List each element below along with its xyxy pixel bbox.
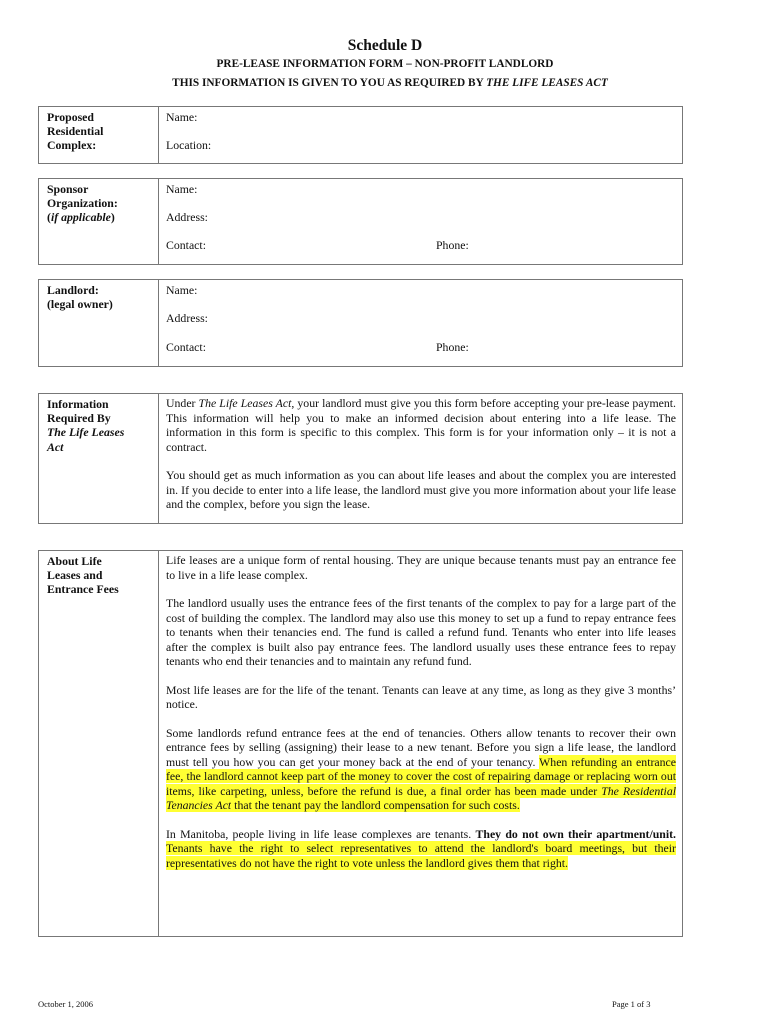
act-notice-prefix: THIS INFORMATION IS GIVEN TO YOU AS REQUIRED BY (172, 77, 487, 89)
sponsor-name-field[interactable]: Name: (166, 182, 198, 196)
about-paragraph: Life leases are a unique form of rental housing. They are unique because tenants must pay an entrance fee to live in a life lease complex. (166, 553, 676, 582)
sponsor-fields (160, 179, 682, 264)
act-notice-act: THE LIFE LEASES ACT (486, 77, 608, 89)
landlord-label-line: Landlord: (47, 283, 99, 297)
complex-label-line: Residential (47, 124, 104, 139)
highlighted-text: When refunding an entrance fee, the landlord cannot keep part of the money to cover the cost of repairing damage or replacing worn out items, like carpeting, unless, before the refund is due, a final order has been made under (166, 754, 677, 798)
info-act-name: The Life Leases Act (198, 396, 292, 410)
info-content (160, 394, 682, 523)
info-paragraph: You should get as much information as you can about life leases and about the complex you are interested in. If you decide to enter into a life lease, the landlord must give you more information about your life lease and the complex, before you sign the lease. (166, 468, 676, 511)
landlord-contact-field[interactable]: Contact: (166, 340, 206, 354)
info-label-line: Information (47, 397, 109, 411)
complex-location-field[interactable]: Location: (166, 138, 212, 152)
footer-page-number: Page 1 of 3 (612, 999, 651, 1009)
complex-name-field[interactable]: Name: (166, 110, 198, 124)
highlighted-text: that the tenant pay the landlord compensation for such costs. (231, 798, 520, 812)
sponsor-address-field[interactable]: Address: (166, 210, 208, 224)
landlord-address-field[interactable]: Address: (166, 311, 208, 325)
info-label (39, 394, 159, 523)
complex-label-line: Complex: (47, 138, 97, 153)
about-label-line: Entrance Fees (47, 582, 119, 597)
sponsor-label-line: (if applicable) (47, 210, 115, 225)
landlord-name-field[interactable]: Name: (166, 283, 198, 297)
about-paragraph: The landlord usually uses the entrance fees of the first tenants of the complex to pay for a large part of the cost of building the complex. The landlord may also use this money to set up a fund to repay entrance fees to tenants when their tenancies end. The fund is called a refund fund. Tenants who enter into life leases after the complex is built also pay entrance fees. The landlord usually uses these entrance fees to repay tenants who end their tenancies and to maintain any refund fund. (166, 596, 676, 668)
landlord-label-line: (legal owner) (47, 297, 113, 312)
complex-label-line: Proposed (47, 110, 94, 124)
info-label-line: Act (47, 439, 64, 454)
page-title: Schedule D (347, 37, 423, 54)
form-subtitle: PRE-LEASE INFORMATION FORM – NON-PROFIT LANDLORD (216, 58, 554, 70)
info-label-line: The Life Leases (47, 425, 125, 440)
about-paragraph: Most life leases are for the life of the tenant. Tenants can leave at any time, as long as they give 3 months’ notice. (166, 682, 676, 711)
landlord-fields (160, 280, 682, 366)
about-label-line: Leases and (47, 568, 103, 583)
about-section (38, 550, 683, 937)
footer-date: October 1, 2006 (38, 999, 94, 1009)
sponsor-label-line: Sponsor (47, 182, 89, 196)
sponsor-section (38, 178, 683, 265)
act-notice (0, 77, 770, 89)
sponsor-phone-field[interactable]: Phone: (436, 238, 469, 252)
complex-section (38, 106, 683, 164)
info-text: , your landlord must give you this form before accepting your pre-lease payment. This information will help you to make an informed decision about entering into a life lease. The information in this form is specific to this complex. This form is for your information only – it is not a contract. (166, 396, 676, 454)
about-label (39, 551, 159, 936)
about-content (160, 551, 682, 936)
sponsor-label-applicable: if applicable (50, 210, 111, 225)
sponsor-label-line: Organization: (47, 196, 118, 211)
complex-label (39, 107, 159, 163)
bold-text: They do not own their apartment/unit. (475, 826, 676, 841)
about-text: In Manitoba, people living in life lease complexes are tenants. (166, 826, 476, 841)
about-text: Some landlords refund entrance fees at the end of tenancies. Others allow tenants to recover their own entrance fees by selling (assigning) their lease to a new tenant. Before you sign a life lease, the landlord must tell you how you can get your money back at the end of your tenancy. (166, 725, 676, 769)
complex-fields (160, 107, 682, 163)
landlord-section (38, 279, 683, 367)
about-paragraph (166, 726, 676, 813)
about-paragraph (166, 827, 676, 871)
landlord-phone-field[interactable]: Phone: (436, 340, 469, 354)
sponsor-label (39, 179, 159, 264)
about-label-line: About Life (47, 554, 102, 568)
info-paragraph (166, 396, 676, 454)
sponsor-contact-field[interactable]: Contact: (166, 238, 206, 252)
info-text: Under (166, 396, 199, 410)
info-label-line: Required By (47, 411, 111, 426)
landlord-label (39, 280, 159, 366)
highlighted-text: Tenants have the right to select representatives to attend the landlord's board meetings, but their representatives do not have the right to vote unless the landlord gives them that right. (166, 841, 676, 870)
highlighted-act-name: The Residential Tenancies Act (166, 783, 676, 812)
info-section (38, 393, 683, 524)
